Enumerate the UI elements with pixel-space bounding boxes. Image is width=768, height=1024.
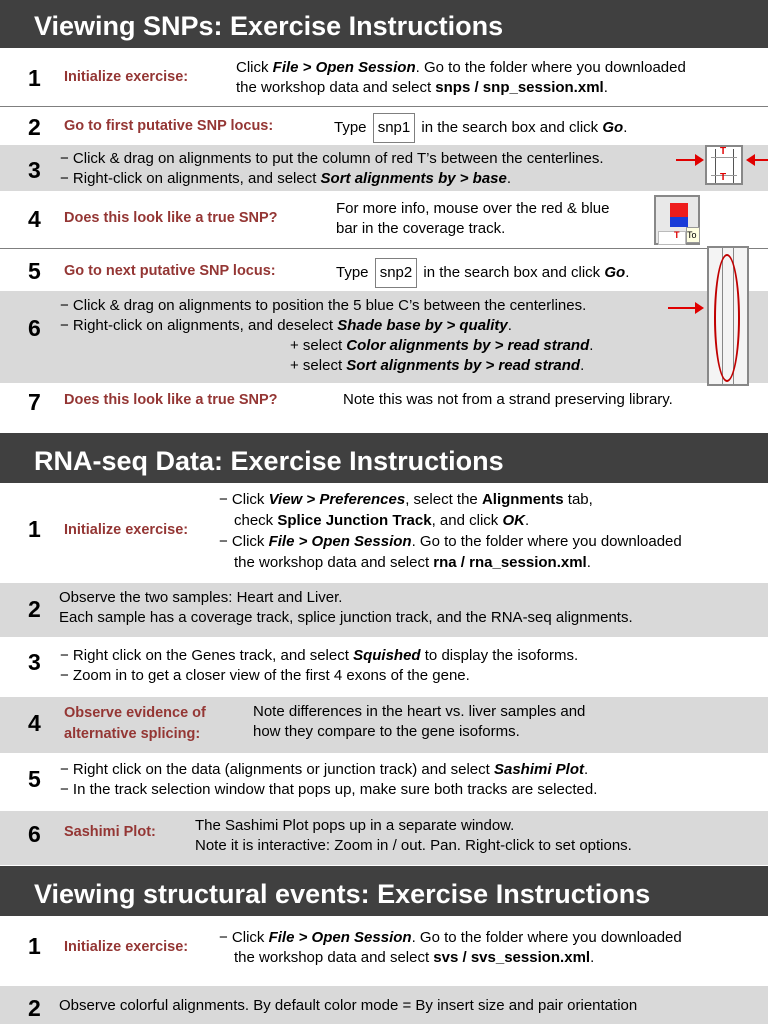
- tooltip-fragment: To: [686, 227, 700, 243]
- step-label: Go to next putative SNP locus:: [64, 263, 276, 279]
- step-text: Type snp1 in the search box and click Go.: [334, 113, 627, 143]
- step-number: 1: [28, 516, 41, 542]
- sv-section-title: Viewing structural events: Exercise Instructions: [0, 866, 768, 916]
- step-label: Initialize exercise:: [64, 939, 189, 955]
- step-label: Observe evidence of alternative splicing:: [64, 705, 206, 742]
- step-text: Click File > Open Session. Go to the folder where you downloaded the workshop data and select snps / snp_session.xml.: [236, 59, 686, 96]
- red-arrow-left: [748, 159, 768, 161]
- snps-step-1: [0, 48, 768, 106]
- strand-alignment-thumbnail: [707, 246, 749, 386]
- step-label: Does this look like a true SNP?: [64, 210, 278, 226]
- step-text: − Click & drag on alignments to put the column of red T’s between the centerlines. − Right-click on alignments, and select Sort alignments by > base.: [60, 150, 604, 187]
- step-text: For more info, mouse over the red & blue bar in the coverage track.: [336, 200, 610, 237]
- step-text: Note this was not from a strand preserving library.: [343, 391, 673, 408]
- snps-step-4: [0, 191, 768, 247]
- sv-step-2: [0, 986, 768, 1024]
- step-label: Sashimi Plot:: [64, 824, 156, 840]
- red-t-letter: T: [720, 146, 727, 157]
- red-arrow-right: [668, 307, 702, 309]
- search-term-box: snp2: [375, 258, 418, 288]
- rna-step-3: [0, 637, 768, 697]
- alignment-thumbnail: [705, 145, 743, 185]
- step-number: 1: [28, 65, 41, 91]
- snps-step-6: [0, 291, 768, 383]
- red-arrow-right: [676, 159, 702, 161]
- step-text: − Click & drag on alignments to position the 5 blue C’s between the centerlines. − Right-click on alignments, and deselect Shade base by > quality.: [60, 297, 587, 334]
- step-number: 5: [28, 258, 41, 284]
- step-text: Note differences in the heart vs. liver samples and how they compare to the gene isoforms.: [253, 703, 586, 740]
- step-text: Observe colorful alignments. By default color mode = By insert size and pair orientation: [59, 997, 638, 1014]
- coverage-thumbnail: [654, 195, 700, 245]
- rna-step-1: [0, 483, 768, 583]
- snps-step-3: [0, 145, 768, 191]
- step-label: Initialize exercise:: [64, 69, 189, 85]
- step-text: − Click View > Preferences, select the Alignments tab, check Splice Junction Track, and click OK. − Click File > Open Session. Go to the folder where you downloaded the workshop data and select rna / rna_session.xml.: [219, 491, 682, 571]
- step-number: 1: [28, 933, 41, 959]
- step-text: − Click File > Open Session. Go to the folder where you downloaded the workshop data and select svs / svs_session.xml.: [219, 929, 682, 966]
- step-text: − Right click on the Genes track, and select Squished to display the isoforms. − Zoom in to get a closer view of the first 4 exons of the gene.: [60, 647, 579, 684]
- step-text: Observe the two samples: Heart and Liver. Each sample has a coverage track, splice junction track, and the RNA-seq alignments.: [59, 589, 633, 626]
- red-ellipse-highlight: [714, 254, 740, 382]
- step-number: 4: [28, 710, 41, 736]
- step-number: 2: [28, 114, 41, 140]
- step-number: 3: [28, 649, 41, 675]
- step-text: The Sashimi Plot pops up in a separate window. Note it is interactive: Zoom in / out. Pan. Right-click to set options.: [195, 817, 632, 854]
- snps-step-5: [0, 249, 768, 291]
- step-number: 6: [28, 821, 41, 847]
- snps-section-title: Viewing SNPs: Exercise Instructions: [0, 0, 768, 48]
- sv-step-1: [0, 916, 768, 986]
- step-number: 6: [28, 315, 41, 341]
- step-label: Go to first putative SNP locus:: [64, 118, 274, 134]
- step-label: Initialize exercise:: [64, 522, 189, 538]
- step-number: 3: [28, 157, 41, 183]
- snps-step-7: [0, 383, 768, 431]
- red-t-letter: T: [674, 230, 680, 240]
- step-number: 2: [28, 995, 41, 1021]
- rna-section-title: RNA-seq Data: Exercise Instructions: [0, 433, 768, 483]
- step-number: 5: [28, 766, 41, 792]
- rna-step-5: [0, 753, 768, 811]
- step-number: 2: [28, 596, 41, 622]
- step-number: 4: [28, 206, 41, 232]
- rna-step-4: [0, 697, 768, 753]
- red-t-letter: T: [720, 172, 727, 183]
- snps-step-2: [0, 107, 768, 145]
- search-term-box: snp1: [373, 113, 416, 143]
- rna-step-6: [0, 811, 768, 865]
- step-number: 7: [28, 389, 41, 415]
- rna-step-2: [0, 583, 768, 637]
- step-text: Type snp2 in the search box and click Go.: [336, 258, 629, 288]
- step-text: − Right click on the data (alignments or junction track) and select Sashimi Plot. − In the track selection window that pops up, make sure both tracks are selected.: [60, 761, 598, 798]
- step-text: + select Color alignments by > read strand. + select Sort alignments by > read strand.: [290, 337, 594, 374]
- step-label: Does this look like a true SNP?: [64, 392, 278, 408]
